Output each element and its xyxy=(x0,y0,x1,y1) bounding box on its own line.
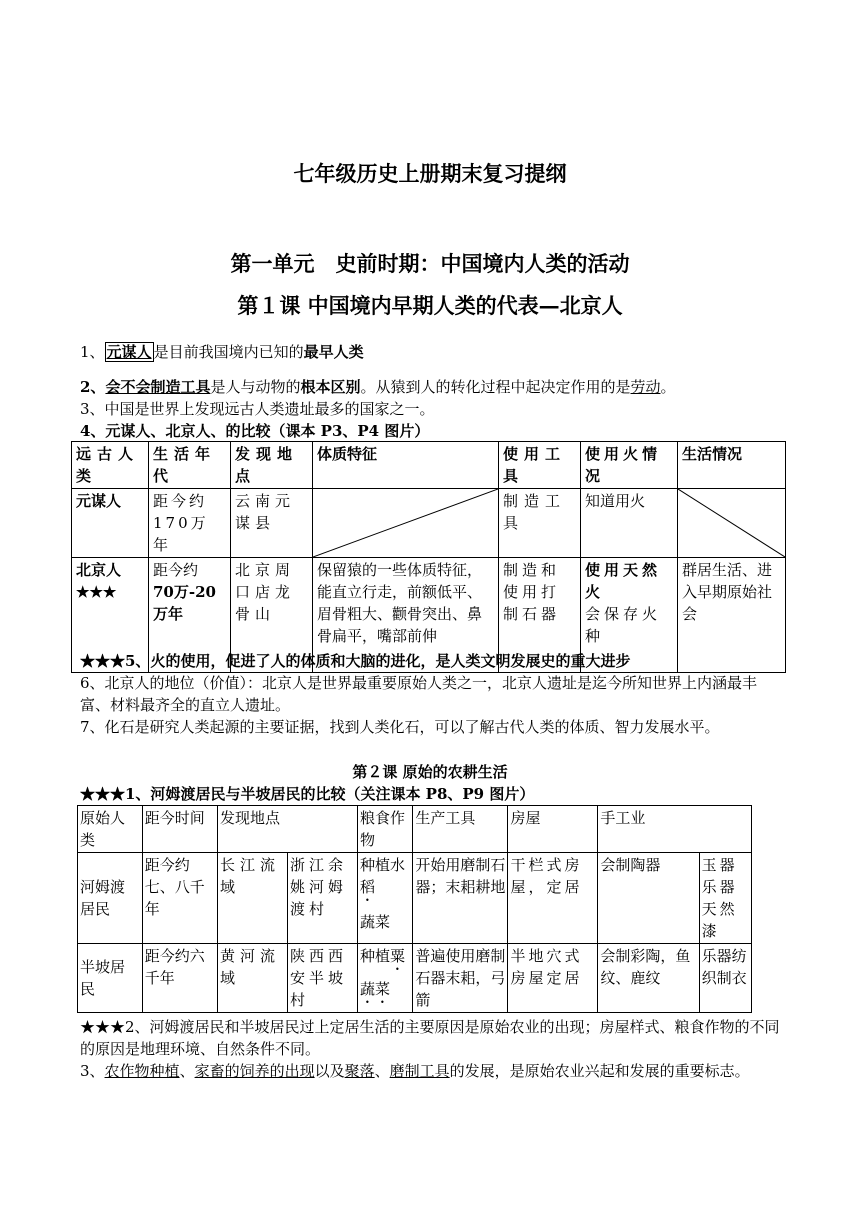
cell-era: 距今约170万年 xyxy=(149,489,231,558)
point-4: 4、元谋人、北京人、的比较（课本 P3、P4 图片） xyxy=(80,422,430,440)
header-cell: 生活情况 xyxy=(678,442,786,489)
cell-river: 黄河流域 xyxy=(218,944,288,1013)
document-title: 七年级历史上册期末复习提纲 xyxy=(293,161,567,186)
cell-place: 北京周口店龙骨山 xyxy=(231,558,313,673)
cell-house: 干栏式房屋，定居 xyxy=(508,853,598,944)
cell-tools: 普遍使用磨制石器末耜，弓箭 xyxy=(413,944,508,1013)
fire-text: 会保存火种 xyxy=(585,605,662,645)
cell-tools: 制造工具 xyxy=(499,489,581,558)
diagonal-line xyxy=(678,489,785,557)
cell-tools: 制造和使用打制石器 xyxy=(499,558,581,673)
key-term: 聚落 xyxy=(344,1062,375,1080)
l2-point-2: ★★★2、河姆渡居民和半坡居民过上定居生活的主要原因是原始农业的出现；房屋样式、粮食作物的不同的原因是地理环境、自然条件不同。 xyxy=(80,1018,780,1058)
point-6: 6、北京人的地位（价值）：北京人是世界最重要原始人类之一，北京人遗址是迄今所知世界上内涵最丰富、材料最齐全的直立人遗址。 xyxy=(80,674,758,714)
point-2 xyxy=(80,376,785,398)
fire-text: 使用天然火 xyxy=(585,561,662,601)
cell-tools: 开始用磨制石器；末耜耕地 xyxy=(413,853,508,944)
cell-place: 陕西西安半坡村 xyxy=(288,944,358,1013)
era-text: 距今约 xyxy=(153,561,199,579)
era-value: 70万-20万年 xyxy=(153,583,216,623)
table-row xyxy=(72,489,786,558)
key-term: 根本区别 xyxy=(300,378,361,396)
header-cell: 使用工具 xyxy=(499,442,581,489)
cell-craft: 会制陶器 xyxy=(598,853,699,944)
cell-craft-extra: 玉器乐器天然漆 xyxy=(699,853,751,944)
point-5: ★★★5、火的使用，促进了人的体质和大脑的进化，是人类文明发展史的重大进步 xyxy=(80,652,631,670)
unit-title: 第一单元 史前时期：中国境内人类的活动 xyxy=(230,251,630,276)
text-span: 以及 xyxy=(314,1062,345,1080)
text-span: 是目前我国境内已知的 xyxy=(153,343,304,361)
cell-name: 河姆渡居民 xyxy=(78,853,143,944)
text-span: 的发展，是原始农业兴起和发展的重要标志。 xyxy=(449,1062,750,1080)
comparison-table-2 xyxy=(77,805,752,1013)
empty-diagonal-cell xyxy=(678,489,786,558)
text-span: 。 xyxy=(660,378,676,396)
header-cell: 体质特征 xyxy=(313,442,499,489)
cell-craft: 会制彩陶，鱼纹、鹿纹 xyxy=(598,944,699,1013)
cell-time: 距今约六千年 xyxy=(142,944,217,1013)
crop-emphasis: 稻 xyxy=(360,878,376,896)
diagonal-line xyxy=(313,489,498,557)
table-header-row xyxy=(78,806,752,853)
cell-name: 半坡居民 xyxy=(78,944,143,1013)
crop-text: 蔬菜 xyxy=(360,913,391,931)
yuanmou-term: 元谋人 xyxy=(106,343,152,361)
crop-text: 种植 xyxy=(360,947,391,965)
header-cell: 房屋 xyxy=(508,806,598,853)
cell-fire: 知道用火 xyxy=(581,489,678,558)
point-3: 3、中国是世界上发现远古人类遗址最多的国家之一。 xyxy=(80,400,435,418)
key-term: 磨制工具 xyxy=(389,1062,450,1080)
name-text: 北京人 xyxy=(76,561,122,579)
crop-emphasis: 粟 xyxy=(390,947,406,965)
stars: ★★★ xyxy=(76,583,117,601)
cell-name: 元谋人 xyxy=(72,489,149,558)
cell-place: 云南元谋县 xyxy=(231,489,313,558)
header-cell: 使用火情况 xyxy=(581,442,678,489)
point-7: 7、化石是研究人类起源的主要证据，找到人类化石，可以了解古代人类的体质、智力发展水平。 xyxy=(80,718,720,736)
header-cell: 生产工具 xyxy=(413,806,508,853)
cell-body: 保留猿的一些体质特征，能直立行走，前额低平、眉骨粗大、颧骨突出、鼻骨扁平，嘴部前伸 xyxy=(313,558,499,673)
table-header-row xyxy=(72,442,786,489)
cell-crop xyxy=(358,944,413,1013)
lesson1-title: 第１课 中国境内早期人类的代表—北京人 xyxy=(237,293,623,318)
cell-river: 长江流域 xyxy=(218,853,288,944)
key-term: 农作物种植 xyxy=(104,1062,180,1080)
header-cell: 发现地点 xyxy=(231,442,313,489)
cell-house: 半地穴式房屋定居 xyxy=(508,944,598,1013)
key-term: 劳动 xyxy=(630,378,661,396)
header-cell: 远古人类 xyxy=(72,442,149,489)
key-term: 家畜的饲养的出现 xyxy=(194,1062,315,1080)
cell-crop xyxy=(358,853,413,944)
header-cell: 发现地点 xyxy=(218,806,358,853)
point-1 xyxy=(80,341,785,363)
text-span: 、 xyxy=(179,1062,195,1080)
header-cell: 手工业 xyxy=(598,806,752,853)
header-cell: 距今时间 xyxy=(142,806,217,853)
key-term: 会不会制造工具 xyxy=(105,378,211,396)
cell-time: 距今约七、八千年 xyxy=(142,853,217,944)
text-span: 。从猿到人的转化过程中起决定作用的是 xyxy=(360,378,631,396)
crop-emphasis: 蔬菜 xyxy=(360,980,391,998)
cell-life: 群居生活、进入早期原始社会 xyxy=(678,558,786,673)
l2-point-3 xyxy=(80,1060,785,1082)
key-term: 最早人类 xyxy=(303,343,364,361)
point-number: 1、 xyxy=(80,343,105,361)
table-row xyxy=(78,944,752,1013)
text-span: 是人与动物的 xyxy=(210,378,301,396)
empty-diagonal-cell xyxy=(313,489,499,558)
l2-point-1: ★★★1、河姆渡居民与半坡居民的比较（关注课本 P8、P9 图片） xyxy=(80,785,535,803)
text-span: 、 xyxy=(374,1062,390,1080)
comparison-table-1 xyxy=(71,441,786,673)
header-cell: 粮食作物 xyxy=(358,806,413,853)
header-cell: 生活年代 xyxy=(149,442,231,489)
table-row xyxy=(78,853,752,944)
header-cell: 原始人类 xyxy=(78,806,143,853)
cell-craft-extra: 乐器纺织制衣 xyxy=(699,944,751,1013)
cell-place: 浙江余姚河姆渡村 xyxy=(288,853,358,944)
point-number: 2、 xyxy=(80,378,106,396)
crop-text: 种植水 xyxy=(360,856,406,874)
lesson2-title: 第２课 原始的农耕生活 xyxy=(352,763,508,781)
point-number: 3、 xyxy=(80,1062,105,1080)
